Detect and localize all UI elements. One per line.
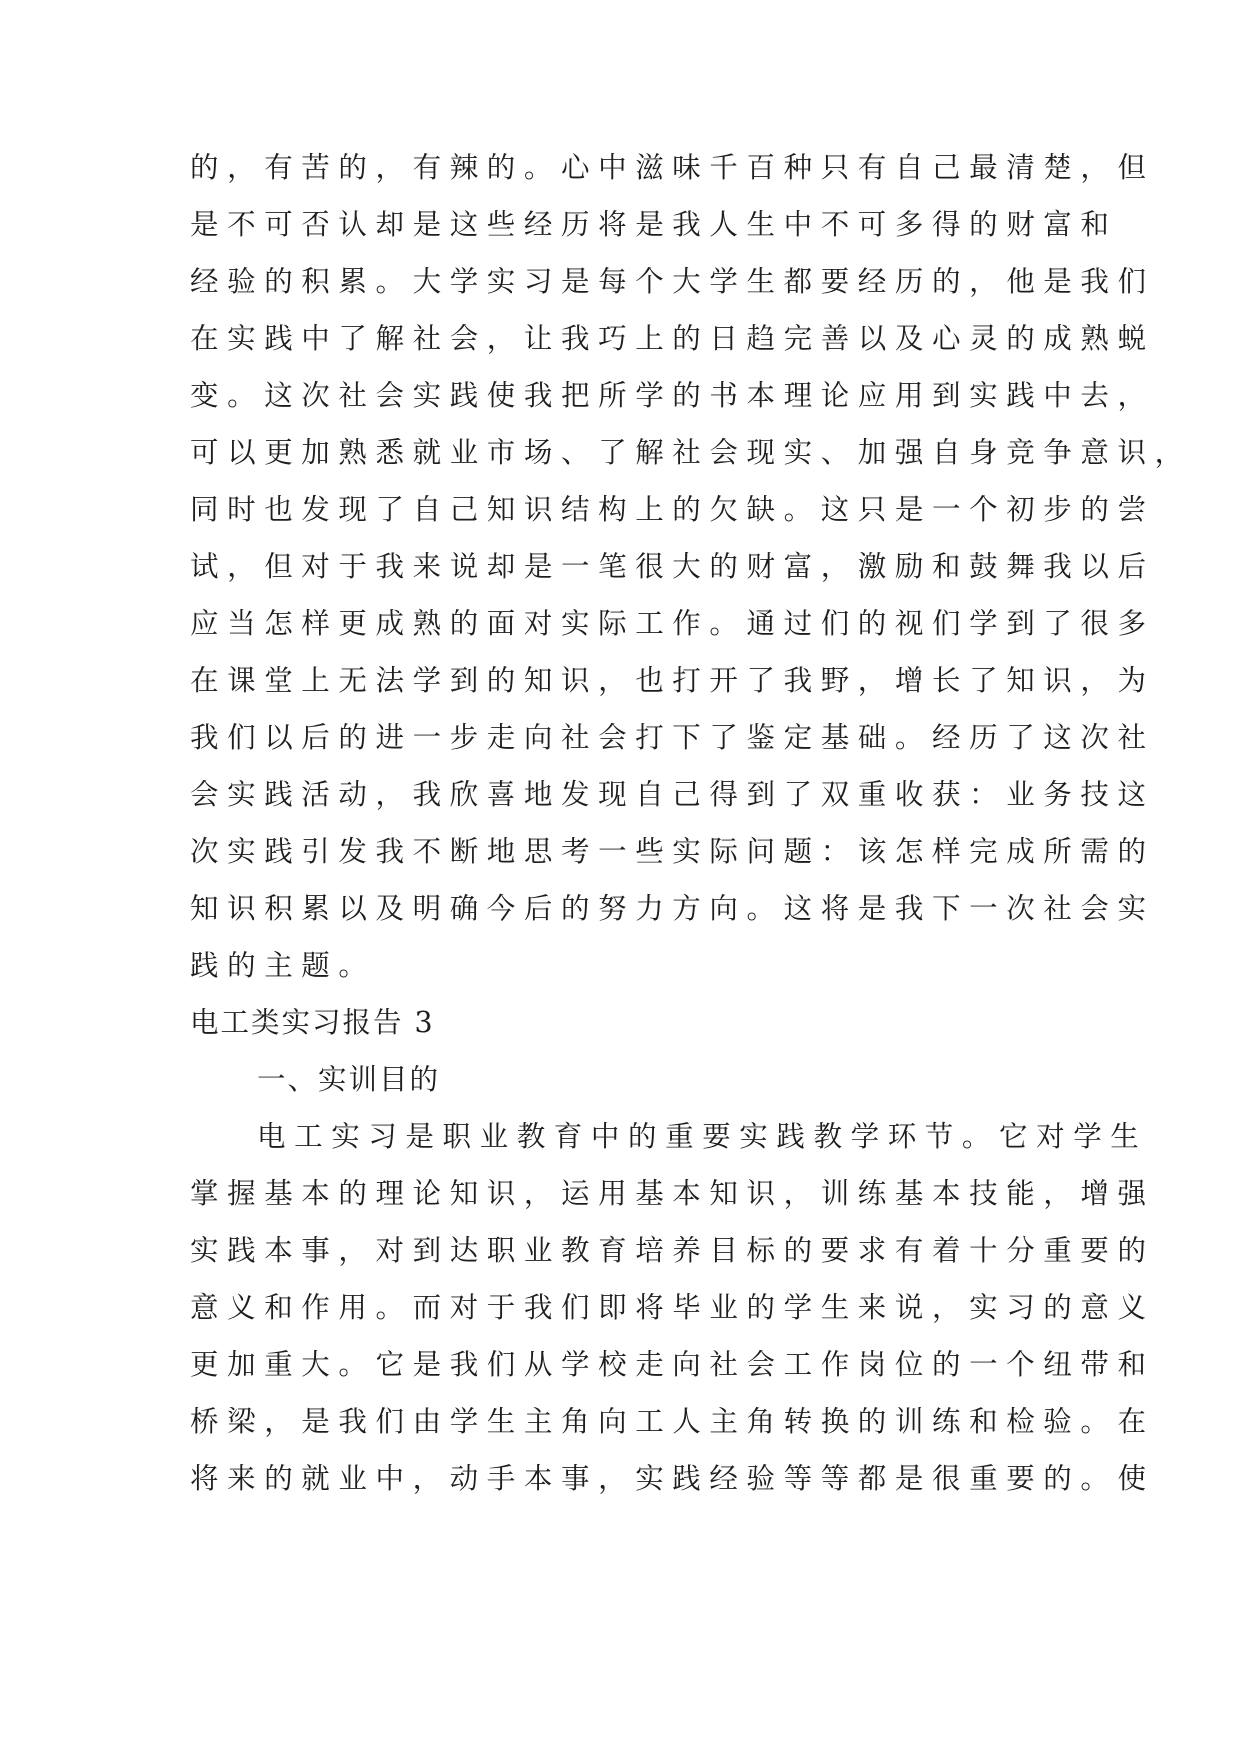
paragraph-line: 变。这次社会实践使我把所学的书本理论应用到实践中去， [190,379,1155,412]
paragraph-line: 践的主题。 [190,949,376,982]
paragraph-line: 我们以后的进一步走向社会打下了鉴定基础。经历了这次社 [190,721,1155,754]
paragraph-line: 意义和作用。而对于我们即将毕业的学生来说，实习的意义 [190,1291,1155,1324]
paragraph-line: 在实践中了解社会，让我巧上的日趋完善以及心灵的成熟蜕 [190,322,1155,355]
paragraph-line: 试，但对于我来说却是一笔很大的财富，激励和鼓舞我以后 [190,550,1155,583]
paragraph-line: 在课堂上无法学到的知识，也打开了我野，增长了知识，为 [190,664,1155,697]
paragraph-line: 的，有苦的，有辣的。心中滋味千百种只有自己最清楚，但 [190,151,1155,184]
paragraph-line: 更加重大。它是我们从学校走向社会工作岗位的一个纽带和 [190,1348,1155,1381]
paragraph-line: 掌握基本的理论知识，运用基本知识，训练基本技能，增强 [190,1177,1155,1210]
paragraph-line: 同时也发现了自己知识结构上的欠缺。这只是一个初步的尝 [190,493,1155,526]
paragraph-line: 实践本事，对到达职业教育培养目标的要求有着十分重要的 [190,1234,1155,1267]
paragraph-line: 是不可否认却是这些经历将是我人生中不可多得的财富和 [190,208,1118,241]
paragraph-line: 经验的积累。大学实习是每个大学生都要经历的，他是我们 [190,265,1155,298]
paragraph-line: 桥梁，是我们由学生主角向工人主角转换的训练和检验。在 [190,1405,1155,1438]
paragraph-line: 将来的就业中，动手本事，实践经验等等都是很重要的。使 [190,1462,1155,1495]
report-title: 电工类实习报告 3 [190,1006,435,1039]
section-heading: 一、实训目的 [257,1063,441,1096]
paragraph-line: 知识积累以及明确今后的努力方向。这将是我下一次社会实 [190,892,1155,925]
paragraph-line: 会实践活动，我欣喜地发现自己得到了双重收获：业务技这 [190,778,1155,811]
paragraph-line: 电工实习是职业教育中的重要实践教学环节。它对学生 [257,1120,1148,1153]
paragraph-line: 可以更加熟悉就业市场、了解社会现实、加强自身竞争意识， [190,436,1192,469]
paragraph-line: 次实践引发我不断地思考一些实际问题：该怎样完成所需的 [190,835,1155,868]
paragraph-line: 应当怎样更成熟的面对实际工作。通过们的视们学到了很多 [190,607,1155,640]
